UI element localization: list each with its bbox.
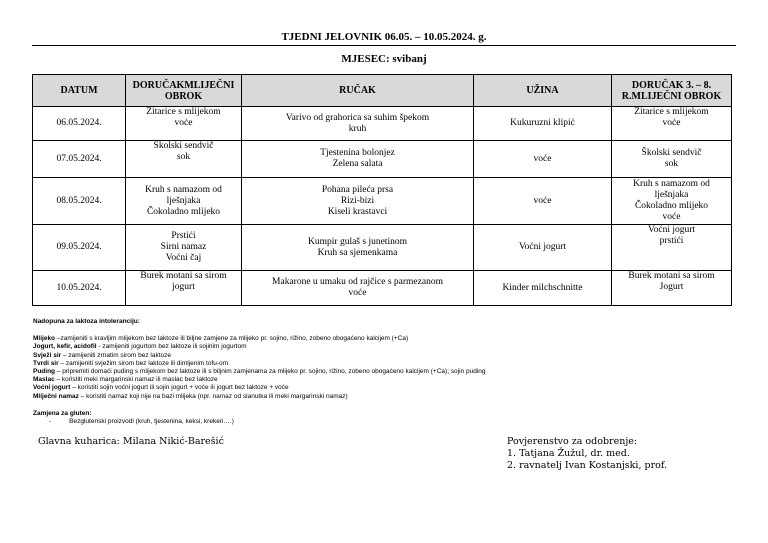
lunch-cell: Kumpir gulaš s junetinom Kruh sa sjemenkama — [242, 225, 474, 271]
approval-heading: Povjerenstvo za odobrenje: — [507, 436, 638, 447]
dietary-notes — [33, 318, 733, 426]
snack-cell: voće — [474, 141, 612, 178]
header-snack: UŽINA — [474, 75, 612, 107]
lunch-cell: Makarone u umaku od rajčice s parmezanom voće — [242, 271, 474, 306]
date-cell: 07.05.2024. — [33, 141, 126, 178]
breakfast-3-8-cell: Voćni jogurt prstići — [612, 225, 732, 271]
approval-committee — [507, 436, 667, 472]
snack-cell: voće — [474, 178, 612, 225]
menu-title: TJEDNI JELOVNIK 06.05. – 10.05.2024. g. — [281, 31, 487, 43]
snack-cell: Kinder milchschnitte — [474, 271, 612, 306]
lactose-item: Tvrdi sir – zamijeniti svježim sirom bez laktoze ili dimljenim tofu-om — [33, 359, 229, 367]
snack-cell: Voćni jogurt — [474, 225, 612, 271]
lactose-item: Puding – pripremiti domaći puding s mlijekom bez laktoze ili s biljnim zamjenama za mlijeko pr. sojino, rižino, zobeno obogaćeno kalcijem (+Ca); sojin puding — [33, 368, 486, 376]
date-cell: 06.05.2024. — [33, 107, 126, 141]
lactose-item: Voćni jogurt – koristiti sojin voćni jogurt ili sojin jogurt + voće ili jogurt bez laktoze + voće — [33, 384, 289, 392]
breakfast-cell: Kruh s namazom od lješnjaka Čokoladno mlijeko — [126, 178, 242, 225]
breakfast-cell: Žitarice s mlijekom voće — [126, 107, 242, 141]
gluten-heading: Zamjena za gluten: — [33, 409, 92, 417]
lactose-item: Svježi sir – zamijeniti zrnatim sirom bez laktoze — [33, 351, 172, 359]
head-cook: Glavna kuharica: Milana Nikić-Barešić — [38, 436, 224, 447]
breakfast-3-8-cell: Školski sendvič sok — [612, 141, 732, 178]
date-cell: 09.05.2024. — [33, 225, 126, 271]
date-cell: 08.05.2024. — [33, 178, 126, 225]
approver: 1. Tatjana Žužul, dr. med. — [507, 448, 630, 459]
table-row — [33, 141, 732, 178]
lactose-item: Mliječni namaz – koristiti namaz koji nije na bazi mlijeka (npr. namaz od slanutka ili meki margarinski namaz) — [33, 392, 348, 400]
breakfast-cell: Školski sendvič sok — [126, 141, 242, 178]
breakfast-3-8-cell: Žitarice s mlijekom voće — [612, 107, 732, 141]
table-row — [33, 225, 732, 271]
header-breakfast: DORUČAKMLIJEČNI OBROK — [126, 75, 242, 107]
table-row — [33, 271, 732, 306]
table-header-row — [33, 75, 732, 107]
lactose-item: Jogurt, kefir, acidofil - zamijeniti jogurtom bez laktoze ili sojinim jogurtom — [33, 343, 247, 351]
header-lunch: RUČAK — [242, 75, 474, 107]
month-subtitle: MJESEC: svibanj — [341, 53, 427, 65]
date-cell: 10.05.2024. — [33, 271, 126, 306]
approver: 2. ravnatelj Ivan Kostanjski, prof. — [507, 460, 668, 471]
lactose-item: Mlijeko –zamijeniti s kravljim mlijekom bez laktoze ili biljne zamjene za mlijeko pr. sojino, rižino, zobeno obogaćeno kalcijem (+Ca) — [33, 335, 409, 343]
gluten-item: - Bezglutenski proizvodi (kruh, tjestenina, keksi, krekeri….) — [49, 418, 234, 426]
table-row — [33, 178, 732, 225]
snack-cell: Kukuruzni klipić — [474, 107, 612, 141]
header-breakfast-3-8: DORUČAK 3. – 8. R.MLIJEČNI OBROK — [612, 75, 732, 107]
breakfast-cell: Prstići Sirni namaz Voćni čaj — [126, 225, 242, 271]
lactose-heading: Nadopuna za laktoza intoleranciju: — [33, 318, 140, 325]
lunch-cell: Tjestenina bolonjez Zelena salata — [242, 141, 474, 178]
breakfast-3-8-cell: Burek motani sa sirom Jogurt — [612, 271, 732, 306]
breakfast-3-8-cell: Kruh s namazom od lješnjaka Čokoladno mlijeko voće — [612, 178, 732, 225]
table-row — [33, 107, 732, 141]
lactose-item: Maslac – koristiti meki margarinski namaz ili maslac bez laktoze — [33, 376, 218, 384]
lunch-cell: Varivo od grahorica sa suhim špekom kruh — [242, 107, 474, 141]
weekly-menu-table — [32, 74, 732, 306]
header-date: DATUM — [33, 75, 126, 107]
breakfast-cell: Burek motani sa sirom jogurt — [126, 271, 242, 306]
title-divider — [32, 45, 736, 46]
lunch-cell: Pohana pileća prsa Rizi-bizi Kiseli krastavci — [242, 178, 474, 225]
